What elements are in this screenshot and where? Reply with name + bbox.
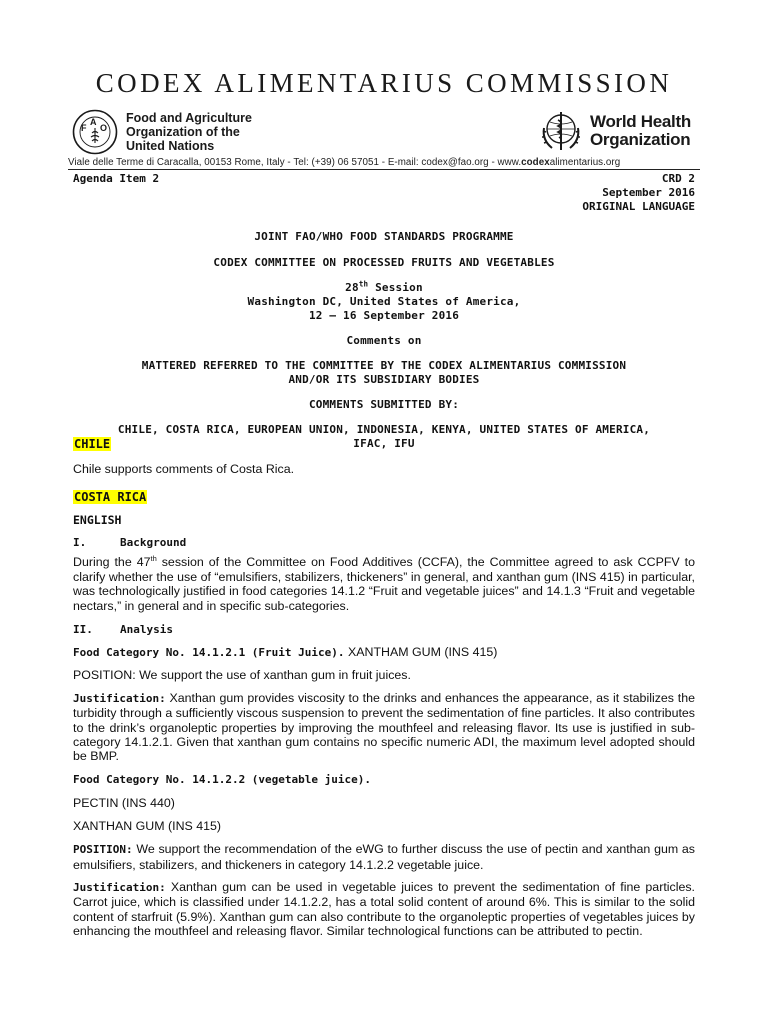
food-category-1-position: POSITION: We support the use of xanthan gum in fruit juices. bbox=[73, 668, 411, 683]
food-category-1-justification bbox=[73, 691, 695, 764]
address-line bbox=[68, 157, 700, 170]
food-category-1-rest: XANTHAM GUM (INS 415) bbox=[344, 645, 498, 660]
analysis-heading bbox=[73, 623, 695, 636]
codex-title: CODEX ALIMENTARIUS COMMISSION bbox=[95, 68, 673, 98]
who-name-line: Organization bbox=[590, 130, 691, 149]
background-title: Background bbox=[120, 536, 187, 550]
chile-comment: Chile supports comments of Costa Rica. bbox=[73, 462, 295, 476]
background-sup: th bbox=[150, 554, 157, 564]
food-category-1 bbox=[73, 645, 695, 660]
fao-name-line: Organization of the bbox=[126, 125, 240, 139]
pectin-item: PECTIN (INS 440) bbox=[73, 796, 175, 811]
position-text: We support the recommendation of the eWG to further discuss the use of pectin and xanthan gum as emulsifiers, stabilizers, and thickeners in category 14.1.2.2 vegetable juice. bbox=[73, 842, 695, 872]
language-label: ENGLISH bbox=[73, 513, 122, 528]
costa-rica-label: COSTA RICA bbox=[74, 490, 147, 505]
comments-section bbox=[73, 433, 695, 939]
address-url-bold: codex bbox=[521, 157, 550, 168]
fao-brand bbox=[72, 108, 252, 156]
committee-heading: CODEX COMMITTEE ON PROCESSED FRUITS AND VEGETABLES bbox=[213, 256, 555, 269]
food-category-2-justification bbox=[73, 880, 695, 939]
matters-heading-line-1: MATTERED REFERRED TO THE COMMITTEE BY THE CODEX ALIMENTARIUS COMMISSION bbox=[141, 359, 627, 372]
session-suffix: th bbox=[358, 279, 369, 289]
fao-logo-icon bbox=[72, 109, 118, 155]
programme-heading: JOINT FAO/WHO FOOD STANDARDS PROGRAMME bbox=[254, 230, 514, 243]
original-language: ORIGINAL LANGUAGE bbox=[582, 200, 695, 213]
chile-label: CHILE bbox=[74, 437, 111, 451]
crd-number: CRD 2 bbox=[661, 172, 695, 185]
justification-label: Justification: bbox=[73, 691, 166, 705]
matters-heading-line-2: AND/OR ITS SUBSIDIARY BODIES bbox=[288, 373, 480, 386]
session-word: Session bbox=[368, 281, 423, 294]
session-location: Washington DC, United States of America, bbox=[247, 295, 521, 308]
analysis-number: II. bbox=[73, 623, 93, 637]
fao-name-line: Food and Agriculture bbox=[126, 111, 252, 125]
submitted-by-heading: COMMENTS SUBMITTED BY: bbox=[308, 398, 460, 411]
session-dates: 12 – 16 September 2016 bbox=[308, 309, 460, 322]
background-paragraph bbox=[73, 555, 695, 613]
who-logo-icon bbox=[538, 108, 584, 154]
svg-text:A: A bbox=[90, 117, 97, 127]
justification-text: Xanthan gum provides viscosity to the drinks and enhances the appearance, as it stabilizes the turbidity through a sufficiently viscous suspension to prevent the sedimentation of fine particles. It also contributes to the drink’s organoleptic properties by improving the mouthfeel and releasing flavor. Its use is justified in sub-category 14.1.2.1. Given that xanthan gum contains no specific numeric ADI, the maximum level adopted should be BMP. bbox=[73, 690, 695, 764]
justification-label: Justification: bbox=[73, 880, 166, 894]
analysis-title: Analysis bbox=[120, 623, 173, 637]
background-text-b: session of the Committee on Food Additives (CCFA), the Committee agreed to ask CCPFV to clarify whether the use of “emulsifiers, stabilizers, thickeners” in general, and xanthan gum (INS 415) in particular, was technologically justified in food categories 14.1.2 “Fruit and vegetable juices” and 14.1.3 “Fruit and vegetable nectars,” in general and in specific sub-categories. bbox=[73, 555, 695, 613]
costa-rica-section-label bbox=[73, 486, 695, 505]
countries-line-2: IFAC, IFU bbox=[353, 437, 415, 450]
address-text: Viale delle Terme di Caracalla, 00153 Rome, Italy - Tel: (+39) 06 57051 - E-mail: codex@fao.org - www. bbox=[68, 157, 522, 168]
svg-text:F: F bbox=[81, 123, 87, 133]
xanthan-item: XANTHAN GUM (INS 415) bbox=[73, 818, 222, 833]
agenda-item: Agenda Item 2 bbox=[73, 172, 160, 185]
session-heading bbox=[73, 281, 695, 295]
svg-text:O: O bbox=[100, 123, 108, 133]
position-label: POSITION: bbox=[73, 843, 133, 857]
countries-line-1: CHILE, COSTA RICA, EUROPEAN UNION, INDONESIA, KENYA, UNITED STATES OF AMERICA, bbox=[117, 423, 651, 436]
document-date: September 2016 bbox=[602, 186, 695, 199]
fao-name-line: United Nations bbox=[126, 139, 215, 153]
who-brand bbox=[538, 106, 691, 156]
who-name-line: World Health bbox=[590, 112, 691, 131]
background-text-a: During the 47 bbox=[73, 555, 151, 570]
address-url-rest: alimentarius.org bbox=[549, 157, 621, 168]
who-name bbox=[590, 113, 691, 149]
background-heading bbox=[73, 536, 695, 549]
fao-name bbox=[126, 111, 252, 153]
food-category-2-label: Food Category No. 14.1.2.2 (vegetable juice). bbox=[73, 772, 372, 786]
justification-text: Xanthan gum can be used in vegetable juices to prevent the sedimentation of fine particles. Carrot juice, which is classified under 14.1.2.2, has a total solid content of around 6%. This is similar to the solid content of starfruit (5.9%). Xanthan gum can also contribute to the organoleptic properties of vegetables juices by enhancing the mouthfeel and releasing flavor. Similar technological functions can be attributed to pectin. bbox=[73, 879, 695, 939]
background-number: I. bbox=[73, 536, 87, 550]
food-category-1-label: Food Category No. 14.1.2.1 (Fruit Juice). bbox=[73, 646, 345, 660]
session-number: 28 bbox=[345, 281, 359, 294]
document-body bbox=[73, 172, 695, 451]
comments-on: Comments on bbox=[346, 334, 422, 347]
agenda-row bbox=[73, 172, 695, 186]
chile-section-label bbox=[73, 433, 695, 452]
food-category-2-position bbox=[73, 842, 695, 872]
